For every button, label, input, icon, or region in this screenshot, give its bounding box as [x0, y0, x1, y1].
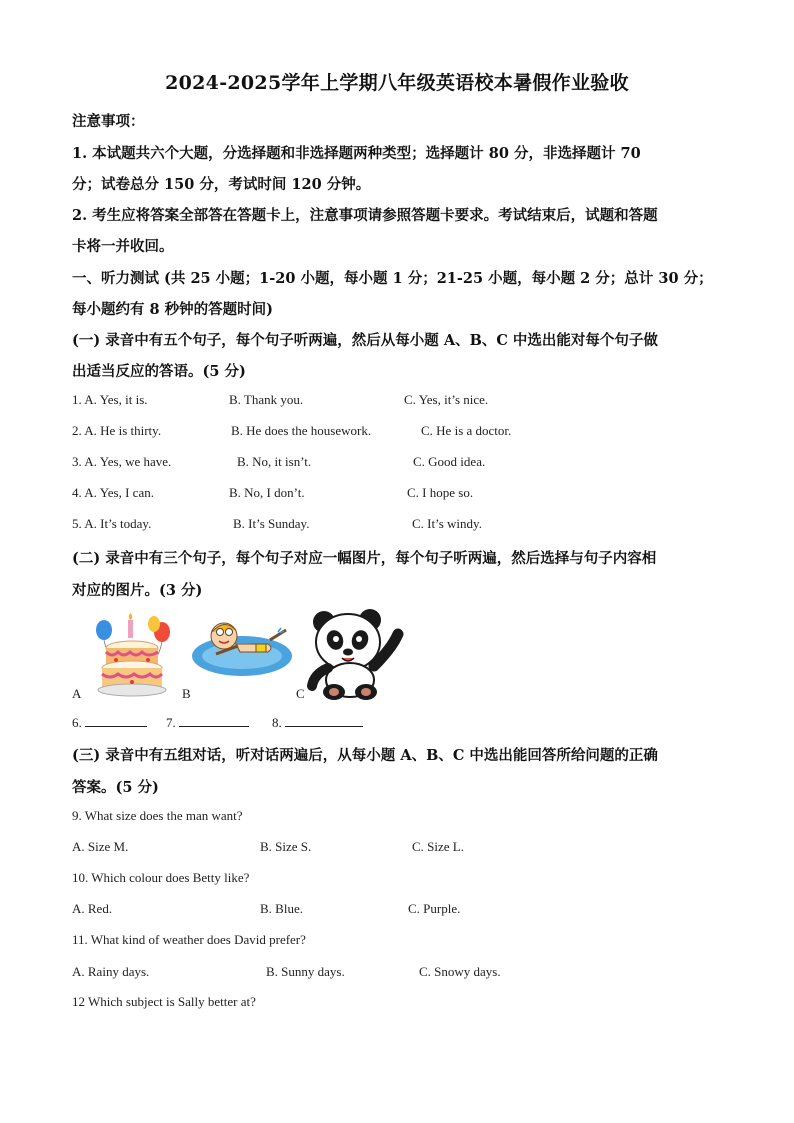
q4-option-a: 4. A. Yes, I can. [72, 485, 154, 500]
q3-option-c: C. Good idea. [413, 454, 486, 469]
swimming-boy-icon [190, 618, 294, 680]
q5-option-a: 5. A. It’s today. [72, 516, 152, 531]
q5-option-c: C. It’s windy. [412, 516, 482, 531]
q12-question: 12 Which subject is Sally better at? [72, 994, 256, 1009]
q10-option-c: C. Purple. [408, 901, 461, 916]
q9-option-c: C. Size L. [412, 839, 464, 854]
notice-heading: 注意事项： [72, 113, 145, 130]
section-1-heading-line-1: 一、听力测试 (共 25 小题；1-20 小题，每小题 1 分；21-25 小题，每小题 2 分；总计 30 分； [72, 270, 713, 287]
answer-line[interactable] [85, 714, 147, 727]
q10-option-a: A. Red. [72, 901, 113, 916]
page-title: 2024-2025学年上学期八年级英语校本暑假作业验收 [165, 72, 629, 94]
q2-option-a: 2. A. He is thirty. [72, 423, 162, 438]
q11-option-b: B. Sunny days. [266, 964, 345, 979]
answer-blank-6[interactable] [72, 714, 147, 731]
q1-option-a: 1. A. Yes, it is. [72, 392, 148, 407]
q11-option-a: A. Rainy days. [72, 964, 150, 979]
part-1-instruction-line-2: 出适当反应的答语。(5 分) [72, 363, 246, 380]
part-2-instruction-line-2: 对应的图片。(3 分) [72, 582, 203, 599]
picture-c-label: C [296, 686, 305, 701]
q4-option-c: C. I hope so. [407, 485, 474, 500]
panda-icon [304, 608, 404, 700]
q3-option-b: B. No, it isn’t. [237, 454, 312, 469]
part-3-instruction-line-2: 答案。(5 分) [72, 779, 159, 796]
answer-blank-6-number: 6. [72, 715, 82, 730]
q11-question: 11. What kind of weather does David prefer? [72, 932, 306, 947]
q1-option-c: C. Yes, it’s nice. [404, 392, 489, 407]
part-2-instruction-line-1: (二) 录音中有三个句子，每个句子对应一幅图片，每个句子听两遍，然后选择与句子内容相 [72, 550, 657, 567]
q9-question: 9. What size does the man want? [72, 808, 243, 823]
answer-blank-8-number: 8. [272, 715, 282, 730]
q2-option-b: B. He does the housework. [231, 423, 372, 438]
part-3-instruction-line-1: (三) 录音中有五组对话，听对话两遍后，从每小题 A、B、C 中选出能回答所给问题的正确 [72, 747, 658, 764]
q10-question: 10. Which colour does Betty like? [72, 870, 250, 885]
notice-item-2-line-2: 卡将一并收回。 [72, 238, 174, 255]
answer-line[interactable] [179, 714, 249, 727]
section-1-heading-line-2: 每小题约有 8 秒钟的答题时间) [72, 301, 274, 318]
picture-b-label: B [182, 686, 191, 701]
q10-option-b: B. Blue. [260, 901, 303, 916]
q11-option-c: C. Snowy days. [419, 964, 501, 979]
notice-item-1-line-1: 1. 本试题共六个大题，分选择题和非选择题两种类型；选择题计 80 分，非选择题计 70 [72, 145, 641, 162]
notice-item-1-line-2: 分；试卷总分 150 分，考试时间 120 分钟。 [72, 176, 371, 193]
answer-blank-7-number: 7. [166, 715, 176, 730]
answer-line[interactable] [285, 714, 363, 727]
q4-option-b: B. No, I don’t. [229, 485, 305, 500]
q1-option-b: B. Thank you. [229, 392, 304, 407]
picture-a-label: A [72, 686, 82, 701]
notice-item-2-line-1: 2. 考生应将答案全部答在答题卡上，注意事项请参照答题卡要求。考试结束后，试题和答题 [72, 207, 658, 224]
q2-option-c: C. He is a doctor. [421, 423, 512, 438]
birthday-cake-icon [92, 612, 174, 698]
q9-option-b: B. Size S. [260, 839, 312, 854]
q3-option-a: 3. A. Yes, we have. [72, 454, 172, 469]
q9-option-a: A. Size M. [72, 839, 129, 854]
part-1-instruction-line-1: (一) 录音中有五个句子，每个句子听两遍，然后从每小题 A、B、C 中选出能对每个句子做 [72, 332, 658, 349]
q5-option-b: B. It’s Sunday. [233, 516, 310, 531]
answer-blank-8[interactable] [272, 714, 363, 731]
answer-blank-7[interactable] [166, 714, 249, 731]
